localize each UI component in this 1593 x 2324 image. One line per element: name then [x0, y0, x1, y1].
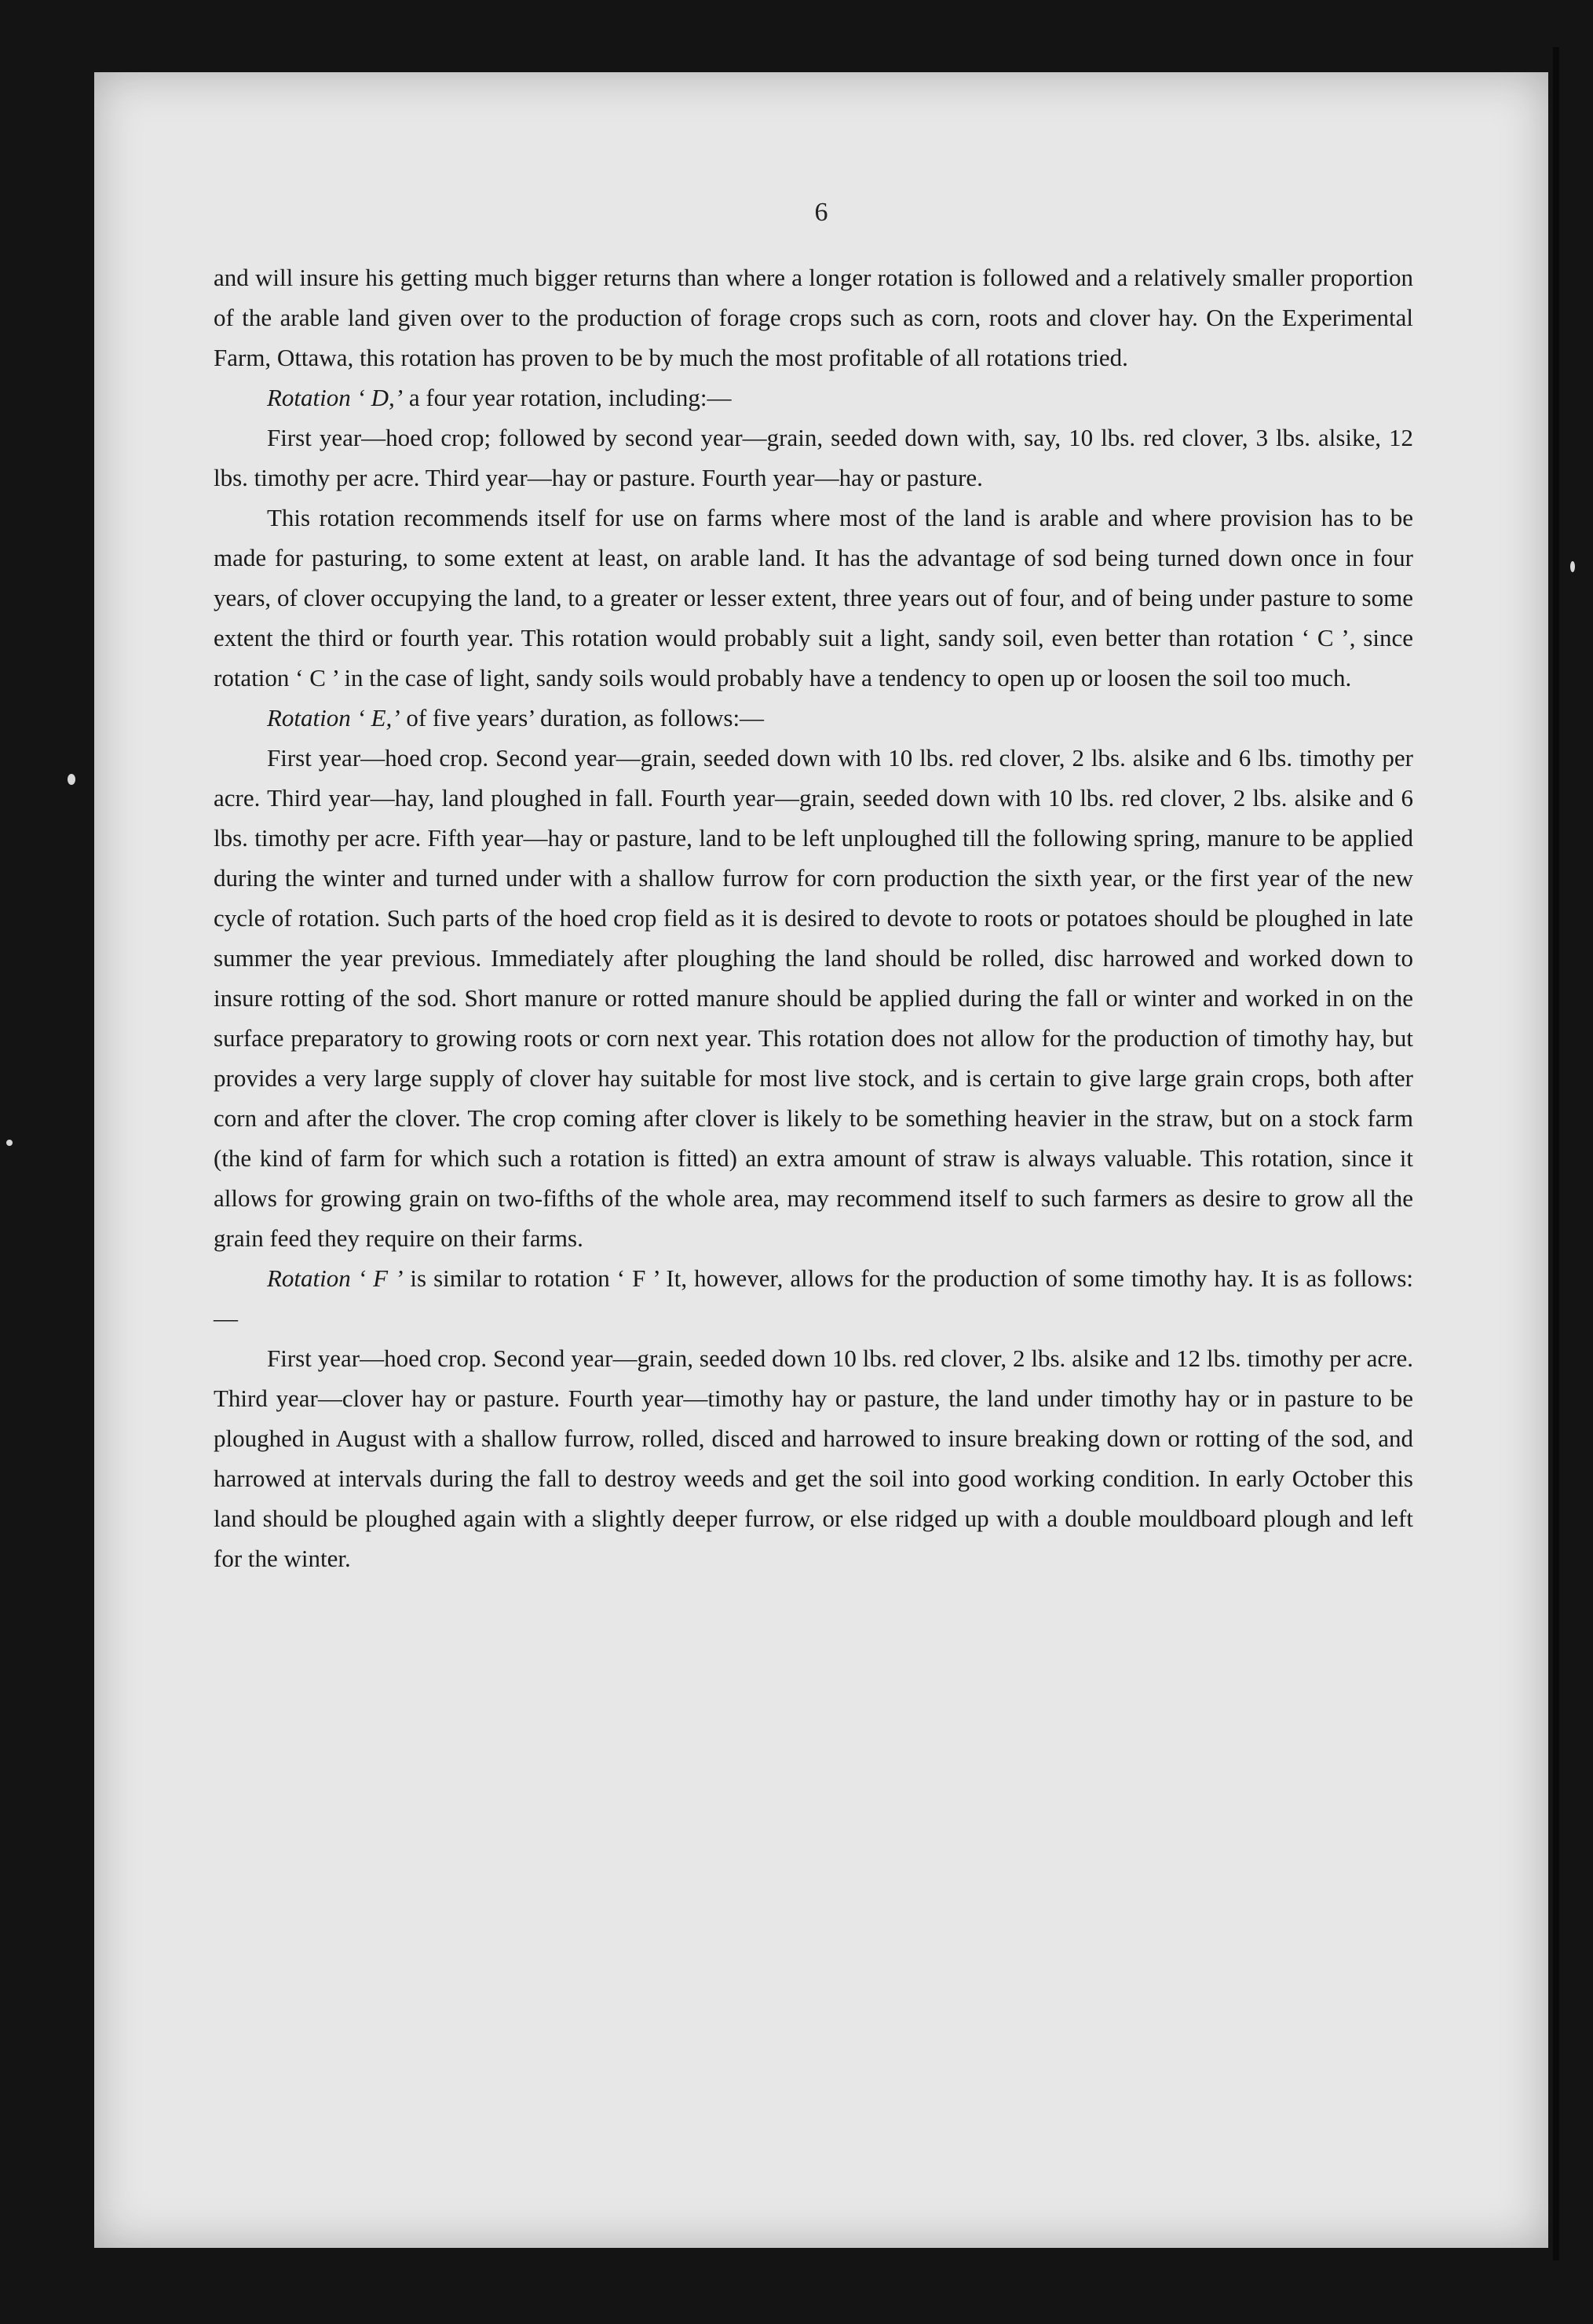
rotation-d-notes	[214, 498, 1413, 698]
page-number: 6	[814, 198, 828, 227]
scan-speck	[1570, 561, 1575, 572]
body-text	[214, 257, 1413, 1578]
paragraph-text: is similar to rotation ‘ F ’ It, however, allows for the production of some timothy hay. It is as follows:—	[214, 1264, 1414, 1332]
paragraph-text: a four year rotation, including:—	[403, 384, 732, 411]
rotation-f-schedule	[214, 1338, 1413, 1578]
paragraph-text: First year—hoed crop; followed by second year—grain, seeded down with, say, 10 lbs. red clover, 3 lbs. alsike, 12 lbs. timothy per acre. Third year—hay or pasture. Fourth year—hay or pasture.	[214, 424, 1413, 491]
scan-speck	[68, 774, 75, 785]
paragraph-continuation	[214, 257, 1413, 378]
paragraph-text: of five years’ duration, as follows:—	[400, 704, 765, 731]
rotation-d-schedule	[214, 418, 1413, 498]
rotation-e-schedule	[214, 738, 1413, 1258]
rotation-f-heading	[214, 1258, 1413, 1338]
scan-edge-rule	[1553, 47, 1559, 2260]
rotation-e-heading	[214, 698, 1413, 738]
rotation-label: Rotation ‘ F ’	[267, 1264, 404, 1292]
paragraph-text: First year—hoed crop. Second year—grain, seeded down with 10 lbs. red clover, 2 lbs. alsike and 6 lbs. timothy per acre. Third year—hay, land ploughed in fall. Fourth year—grain, seeded down with 10 lbs. red clover, 2 lbs. alsike and 6 lbs. timothy per acre. Fifth year—hay or pasture, land to be left unploughed till the following spring, manure to be applied during the winter and turned under with a shallow furrow for corn production the sixth year, or the first year of the new cycle of rotation. Such parts of the hoed crop field as it is desired to devote to roots or potatoes should be ploughed in late summer the year previous. Immediately after ploughing the land should be rolled, disc harrowed and worked down to insure rotting of the sod. Short manure or rotted manure should be applied during the fall or winter and worked in on the surface preparatory to growing roots or corn next year. This rotation does not allow for the production of timothy hay, but provides a very large supply of clover hay suitable for most live stock, and is certain to give large grain crops, both after corn and after the clover. The crop coming after clover is likely to be something heavier in the straw, but on a stock farm (the kind of farm for which such a rotation is fitted) an extra amount of straw is always valuable. This rotation, since it allows for growing grain on two-fifths of the whole area, may recommend itself to such farmers as desire to grow all the grain feed they require on their farms.	[214, 744, 1413, 1252]
rotation-label: Rotation ‘ D,’	[267, 384, 404, 411]
rotation-d-heading	[214, 378, 1413, 418]
scan-speck	[6, 1140, 13, 1146]
paragraph-text: First year—hoed crop. Second year—grain, seeded down 10 lbs. red clover, 2 lbs. alsike and 12 lbs. timothy per acre. Third year—clover hay or pasture. Fourth year—timothy hay or pasture, the land under timothy hay or in pasture to be ploughed in August with a shallow furrow, rolled, disced and harrowed to insure breaking down or rotting of the sod, and harrowed at intervals during the fall to destroy weeds and get the soil into good working condition. In early October this land should be ploughed again with a slightly deeper furrow, or else ridged up with a double mouldboard plough and left for the winter.	[214, 1344, 1413, 1572]
rotation-label: Rotation ‘ E,’	[267, 704, 400, 731]
paragraph-text: This rotation recommends itself for use on farms where most of the land is arable and where provision has to be made for pasturing, to some extent at least, on arable land. It has the advantage of sod being turned down once in four years, of clover occupying the land, to a greater or lesser extent, three years out of four, and of being under pasture to some extent the third or fourth year. This rotation would probably suit a light, sandy soil, even better than rotation ‘ C ’, since rotation ‘ C ’ in the case of light, sandy soils would probably have a tendency to open up or loosen the soil too much.	[214, 504, 1413, 691]
paragraph-text: and will insure his getting much bigger returns than where a longer rotation is followed and a relatively smaller proportion of the arable land given over to the production of forage crops such as corn, roots and clover hay. On the Experimental Farm, Ottawa, this rotation has proven to be by much the most profitable of all rotations tried.	[214, 264, 1413, 371]
